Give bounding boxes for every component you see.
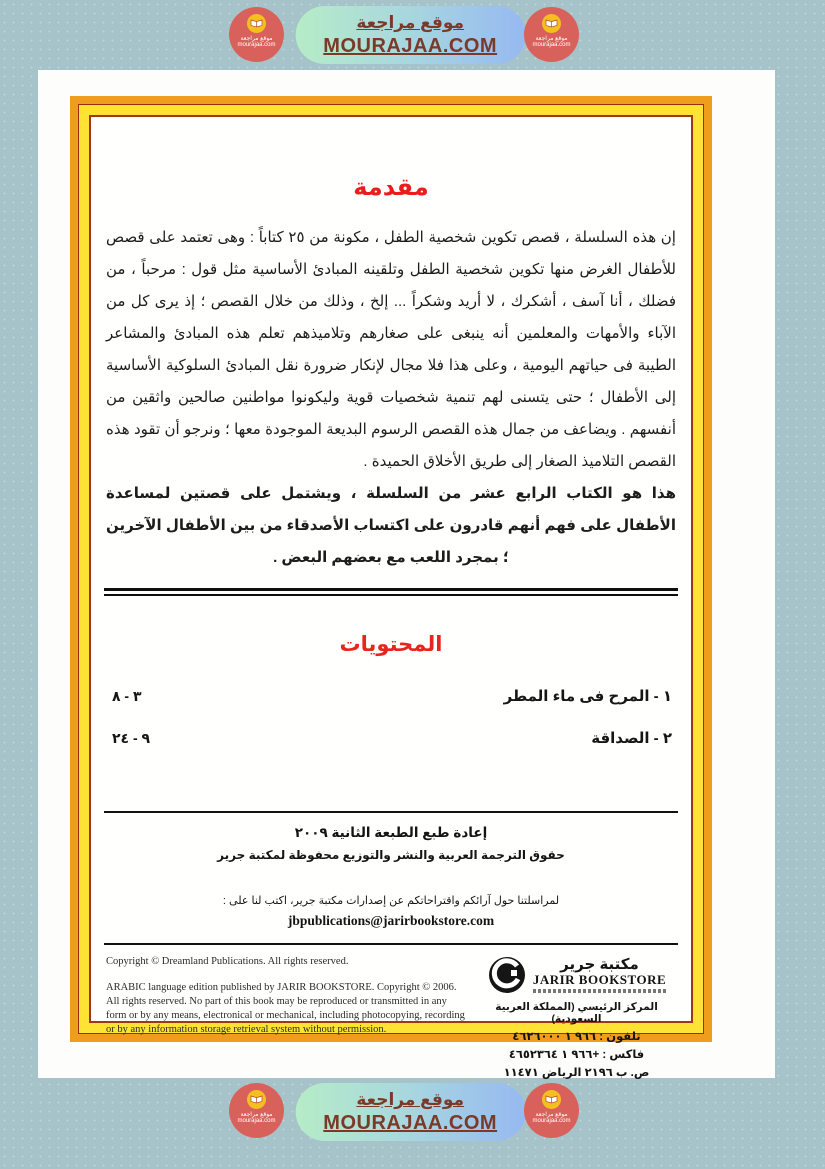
- decorative-gold-frame: [70, 96, 712, 1079]
- copyright-line-2: ARABIC language edition published by JARIR BOOKSTORE. Copyright © 2006. All rights reserved. No part of this book may be reproduced or transmitted in any form or by any means, electronical or mechanical, including photocopying, recording or by any information storage retrieval system without permission.: [106, 982, 465, 1035]
- site-badge: [229, 7, 284, 62]
- scanned-book-page: [38, 70, 775, 1078]
- bottom-watermark-banner: [0, 1076, 825, 1169]
- publisher-hq: المركز الرئيسي (المملكة العربية السعودية): [495, 1001, 658, 1025]
- toc-row: [112, 687, 672, 705]
- publisher-block: [469, 955, 678, 1079]
- book-icon: [247, 14, 266, 33]
- publisher-name-english: JARIR BOOKSTORE: [532, 972, 667, 987]
- jarir-bookstore-logo-icon: [487, 955, 527, 995]
- section-divider: [104, 943, 678, 945]
- site-link-pill[interactable]: [295, 6, 525, 64]
- publication-info: [104, 825, 678, 929]
- introduction-paragraph: إن هذه السلسلة ، قصص تكوين شخصية الطفل ، مكونة من ٢٥ كتاباً : وهى تعتمد على قصص للأطفال الغرض منها تكوين شخصية الطفل وتلقينه المبادئ الأساسية مثل قول : مرحباً ، من فضلك ، أنا آسف ، أشكرك ، لا أريد وشكراً ... إلخ ، وذلك من خلال القصص ؛ إذ يرى كل من الآباء والأمهات والمعلمين أنه ينبغى على صغارهم وتلاميذهم تعلم هذه المبادئ والمشاعر الطيبة فى حياتهم اليومية ، وعلى هذا فلا مجال لإنكار ضرورة نقل المبادئ السلوكية الأساسية إلى الأطفال ؛ حتى يتسنى لهم تنمية شخصيات قوية وليكونوا مواطنين صالحين واثقين من أنفسهم . ويضاعف من جمال هذه القصص الرسوم البديعة الموجودة معها ؛ ونرجو أن تقود هذه القصص التلاميذ الصغار إلى طريق الأخلاق الحميدة .: [106, 229, 676, 470]
- logo-smallprint: [533, 989, 666, 993]
- badge-caption: [237, 36, 275, 49]
- introduction-paragraph-2: هذا هو الكتاب الرابع عشر من السلسلة ، ويشتمل على قصتين لمساعدة الأطفال على فهم أنهم قادرون على اكتساب الأصدقاء من بين الأطفال الآخرين ؛ بمجرد اللعب مع بعضهم البعض .: [106, 485, 676, 566]
- publisher-fax: فاكس : +٩٦٦ ١ ٤٦٥٢٣٦٤: [508, 1049, 645, 1061]
- badge-site-name: موقع مراجعة: [535, 1112, 568, 1118]
- jarir-logo-row: [475, 955, 678, 995]
- introduction-title: مقدمة: [353, 174, 429, 201]
- badge-site-name: موقع مراجعة: [240, 1112, 273, 1118]
- publisher-pobox: ص. ب ٢١٩٦ الرياض ١١٤٧١: [503, 1067, 650, 1079]
- badge-site-url: mourajaa.com: [532, 1118, 571, 1124]
- copyright-line-1: Copyright © Dreamland Publications. All rights reserved.: [106, 956, 349, 967]
- bottom-columns: [104, 955, 678, 1079]
- top-watermark-banner: [0, 0, 825, 72]
- toc-item-label: ٢ - الصداقة: [591, 730, 672, 747]
- publisher-phone: تلفون : ٩٦٦ ١ ٤٦٢٦٠٠٠: [512, 1031, 641, 1043]
- toc-item-label: ١ - المرح فى ماء المطر: [503, 688, 672, 705]
- badge-site-url: mourajaa.com: [237, 1118, 276, 1124]
- contents-title: المحتويات: [339, 633, 443, 656]
- toc-item-pages: ٩ - ٢٤: [112, 730, 151, 746]
- jarir-logo-text: [533, 957, 666, 993]
- badge-site-url: mourajaa.com: [237, 42, 276, 48]
- site-badge: [229, 1083, 284, 1138]
- section-divider: [104, 811, 678, 813]
- badge-site-url: mourajaa.com: [532, 42, 571, 48]
- badge-site-name: موقع مراجعة: [240, 36, 273, 42]
- reprint-line: إعادة طبع الطبعة الثانية ٢٠٠٩: [294, 825, 488, 840]
- book-icon: [542, 1090, 561, 1109]
- publisher-name-arabic: مكتبة جرير: [560, 956, 639, 973]
- contact-note: لمراسلتنا حول آرائكم واقتراحاتكم عن إصدارات مكتبة جرير، اكتب لنا على :: [222, 895, 560, 907]
- badge-caption: [532, 1112, 570, 1125]
- badge-caption: [237, 1112, 275, 1125]
- site-name-arabic[interactable]: موقع مراجعة: [356, 1090, 465, 1110]
- badge-site-name: موقع مراجعة: [535, 36, 568, 42]
- table-of-contents: [112, 687, 672, 747]
- toc-item-pages: ٣ - ٨: [112, 688, 142, 704]
- section-divider-double: [104, 588, 678, 596]
- rights-line: حقوق الترجمة العربية والنشر والتوزيع محفوظة لمكتبة جرير: [217, 848, 565, 862]
- site-badge: [524, 7, 579, 62]
- publisher-email[interactable]: jbpublications@jarirbookstore.com: [287, 913, 495, 928]
- copyright-block: [104, 955, 469, 1079]
- site-badge: [524, 1083, 579, 1138]
- site-name-arabic[interactable]: موقع مراجعة: [356, 13, 465, 33]
- site-url-link[interactable]: MOURAJAA.COM: [323, 1111, 498, 1134]
- book-icon: [542, 14, 561, 33]
- page-content: [91, 117, 691, 1079]
- badge-caption: [532, 36, 570, 49]
- site-url-link[interactable]: MOURAJAA.COM: [323, 34, 498, 57]
- toc-row: [112, 729, 672, 747]
- book-icon: [247, 1090, 266, 1109]
- site-link-pill[interactable]: [295, 1083, 525, 1141]
